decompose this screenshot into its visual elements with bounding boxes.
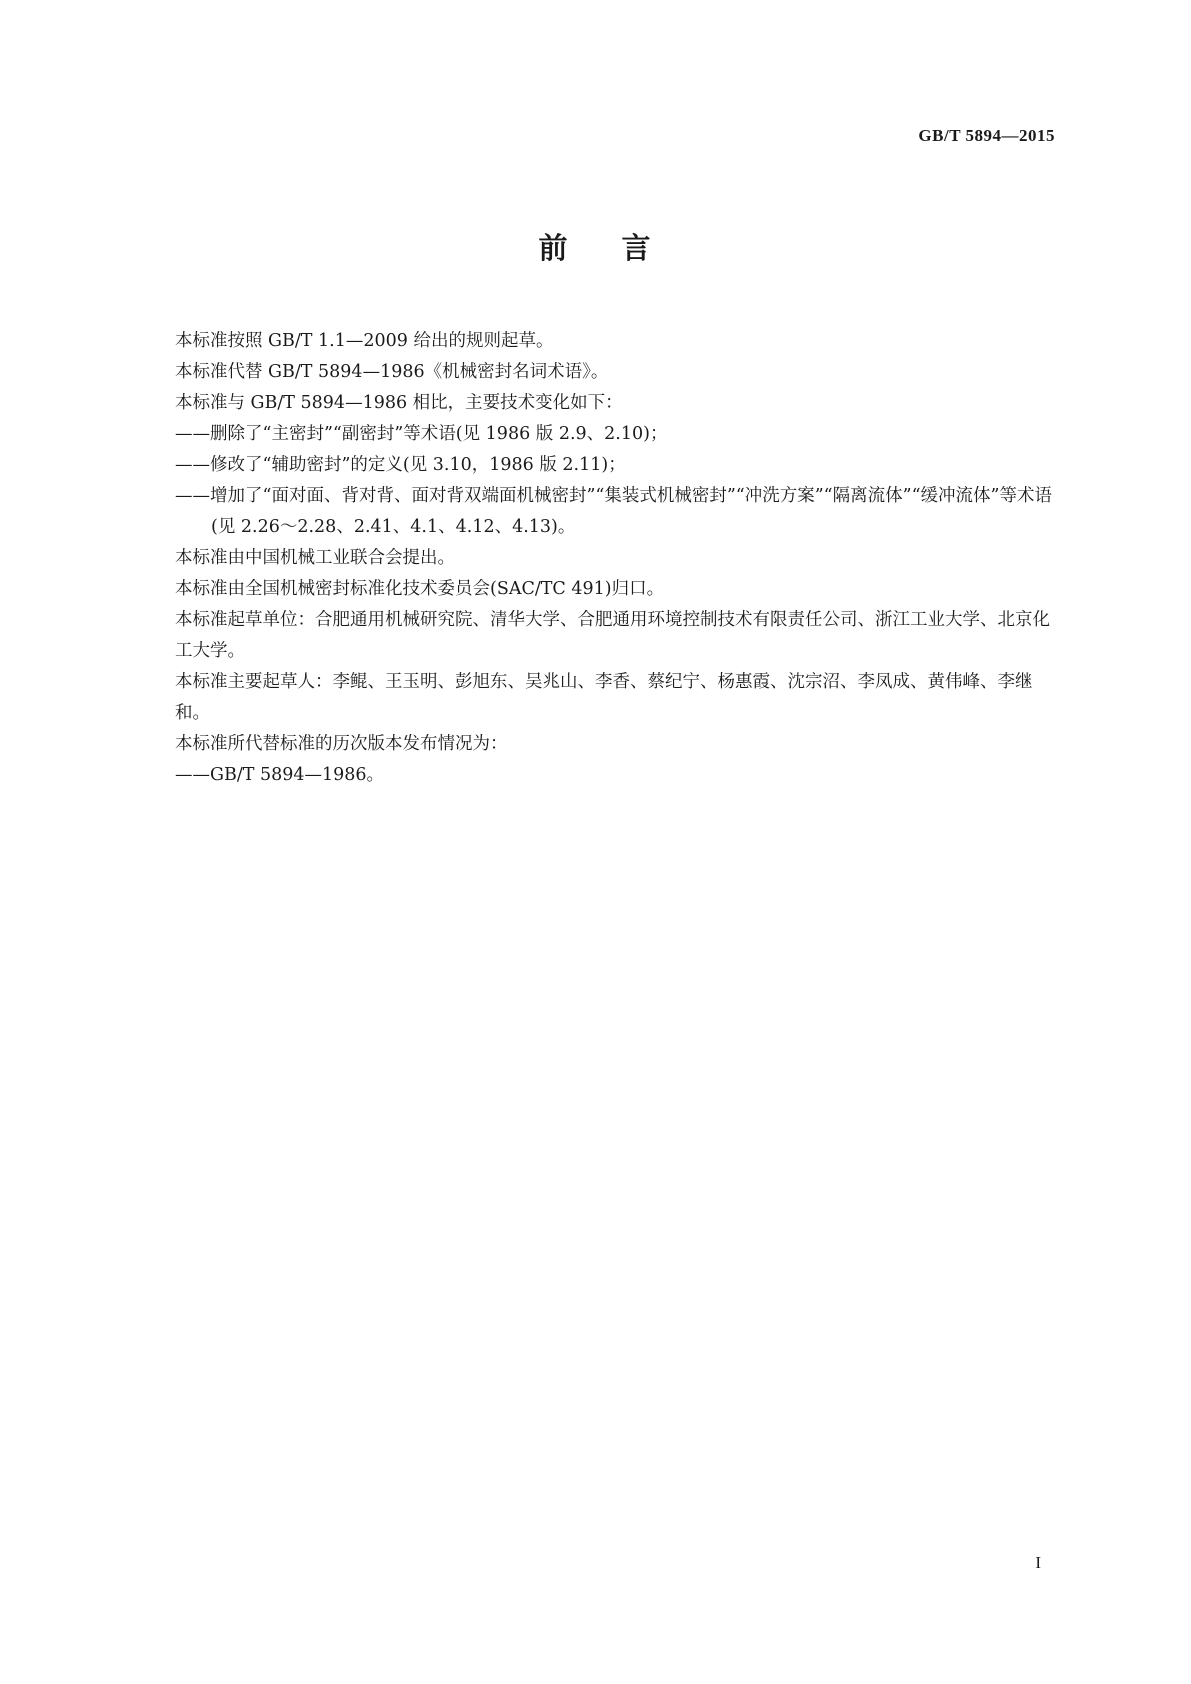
paragraph-proposed-by: 本标准由中国机械工业联合会提出。 [175,548,455,568]
paragraph-replaces: 本标准代替 GB/T 5894—1986《机械密封名词术语》。 [175,362,609,382]
paragraph-history-intro: 本标准所代替标准的历次版本发布情况为： [175,734,508,754]
standard-code: GB/T 5894—2015 [918,126,1055,145]
title-char-2: 言 [621,231,653,265]
list-item-deleted-terms: ——删除了“主密封”“副密封”等术语(见 1986 版 2.9、2.10)； [175,424,668,444]
page-title [0,226,1191,267]
list-item-modified-definition: ——修改了“辅助密封”的定义(见 3.10，1986 版 2.11)； [175,455,626,475]
paragraph-under-jurisdiction: 本标准由全国机械密封标准化技术委员会(SAC/TC 491)归口。 [175,579,665,599]
page-number: I [1035,1553,1041,1572]
paragraph-drafting-organizations: 本标准起草单位：合肥通用机械研究院、清华大学、合肥通用环境控制技术有限责任公司、浙江工业大学、北京化工大学。 [175,610,1050,661]
paragraph-drafting-rules: 本标准按照 GB/T 1.1—2009 给出的规则起草。 [175,331,554,351]
list-item-added-terms: ——增加了“面对面、背对背、面对背双端面机械密封”“集装式机械密封”“冲洗方案”“隔离流体”“缓冲流体”等术语(见 2.26～2.28、2.41、4.1、4.12、4.13)。 [175,486,1052,537]
foreword-body [175,326,1055,791]
title-char-1: 前 [538,231,570,265]
list-item-previous-edition: ——GB/T 5894—1986。 [175,765,385,785]
paragraph-changes-intro: 本标准与 GB/T 5894—1986 相比，主要技术变化如下： [175,393,623,413]
paragraph-main-drafters: 本标准主要起草人：李鲲、王玉明、彭旭东、吴兆山、李香、蔡纪宁、杨惠霞、沈宗沼、李凤成、黄伟峰、李继和。 [175,672,1033,723]
